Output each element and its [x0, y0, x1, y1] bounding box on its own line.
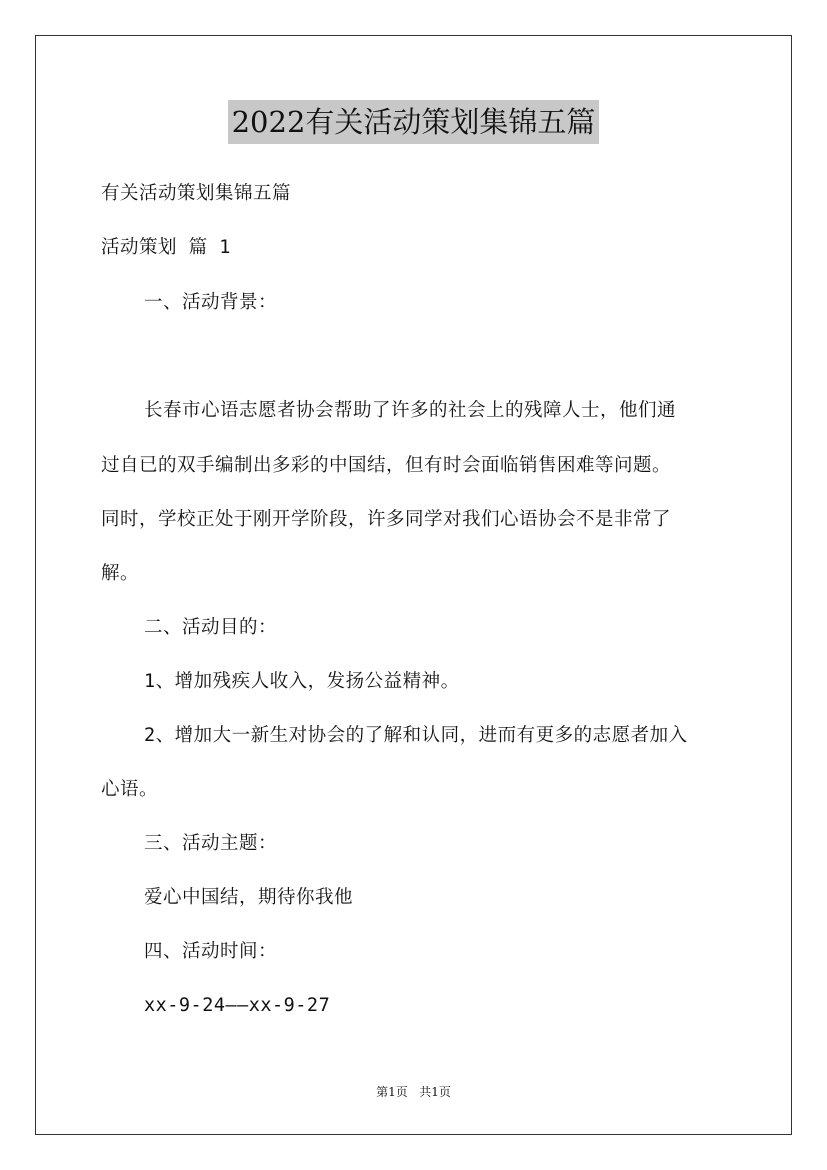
section-heading: 活动策划 篇 1 — [101, 237, 231, 258]
list-item-continuation: 心语。 — [101, 779, 159, 800]
document-subtitle: 有关活动策划集锦五篇 — [101, 183, 292, 204]
paragraph-line: 同时，学校正处于刚开学阶段，许多同学对我们心语协会不是非常了 — [101, 509, 672, 530]
list-item: 1、增加残疾人收入，发扬公益精神。 — [144, 671, 460, 692]
page-number: 第1页 — [376, 1085, 408, 1099]
heading-theme: 三、活动主题： — [144, 833, 278, 854]
title-wrap — [0, 100, 827, 144]
heading-time: 四、活动时间： — [144, 941, 278, 962]
page-total: 共1页 — [419, 1085, 451, 1099]
page-footer — [0, 1083, 827, 1100]
paragraph-line: 过自已的双手编制出多彩的中国结，但有时会面临销售困难等问题。 — [101, 455, 672, 476]
time-text: xx-9-24——xx-9-27 — [144, 995, 331, 1016]
list-item: 2、增加大一新生对协会的了解和认同，进而有更多的志愿者加入 — [144, 725, 688, 746]
heading-purpose: 二、活动目的： — [144, 617, 278, 638]
document-title: 2022有关活动策划集锦五篇 — [228, 100, 600, 144]
paragraph-line: 长春市心语志愿者协会帮助了许多的社会上的残障人士，他们通 — [144, 400, 677, 421]
theme-text: 爱心中国结，期待你我他 — [144, 887, 354, 908]
paragraph-line: 解。 — [101, 563, 140, 584]
heading-background: 一、活动背景： — [144, 292, 278, 313]
